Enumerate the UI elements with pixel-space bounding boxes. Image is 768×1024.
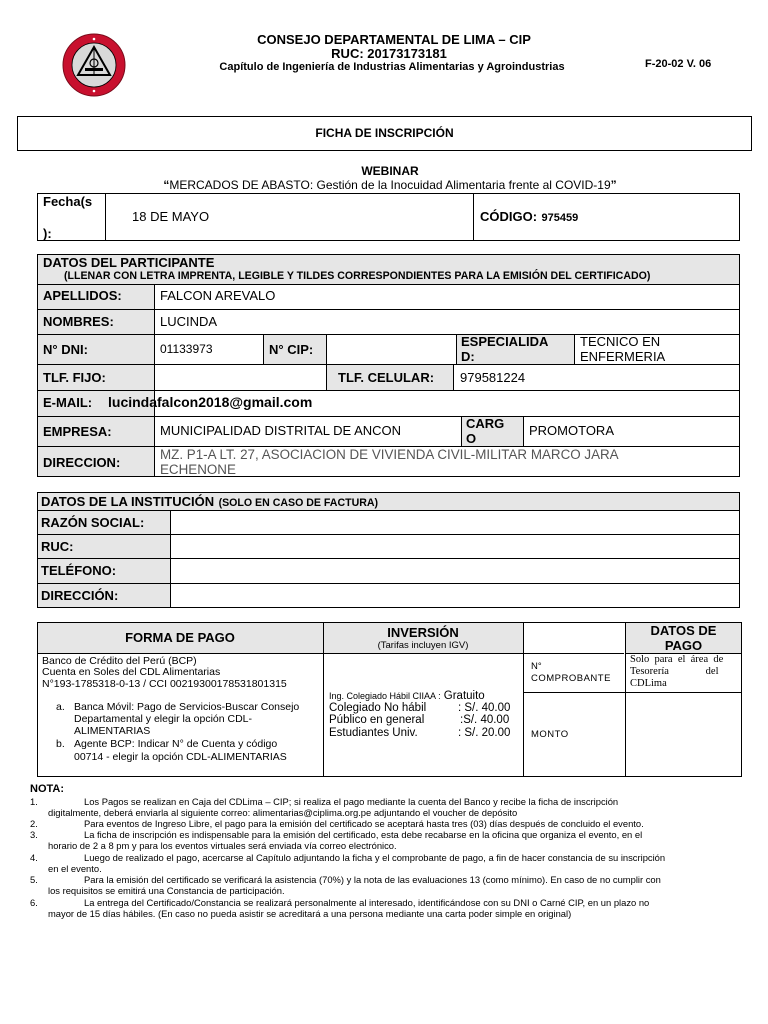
note-number: 4. bbox=[30, 852, 38, 863]
fee-value: :S/. 40.00 bbox=[460, 714, 510, 726]
event-date: 18 DE MAYO bbox=[132, 209, 210, 224]
fee-label: Estudiantes Univ. bbox=[329, 727, 418, 739]
note-text-cont: los requisitos se emitirá una Constancia de participación. bbox=[48, 885, 285, 896]
note-text: Para la emisión del certificado se verificará la asistencia (70%) y la nota de las evaluaciones 13 (como mínimo). En caso de no cumplir con bbox=[84, 874, 661, 885]
page-title: FICHA DE INSCRIPCIÓN bbox=[315, 126, 454, 140]
note-text: Para eventos de Ingreso Libre, el pago para la emisión del certificado se aceptará hasta tres (03) días después de concluido el evento. bbox=[84, 818, 644, 829]
option-b-marker: b. bbox=[56, 738, 65, 750]
dni-label: N° DNI: bbox=[43, 342, 88, 357]
note-number: 1. bbox=[30, 796, 38, 807]
fee-label: Ing. Colegiado Hábil CIIAA : bbox=[329, 691, 441, 701]
code-value: 975459 bbox=[541, 212, 579, 224]
cip-label: N° CIP: bbox=[269, 342, 314, 357]
bank-name: Banco de Crédito del Perú (BCP) bbox=[42, 655, 197, 667]
org-ruc: RUC: 20173173181 bbox=[331, 46, 447, 61]
tesoreria-note-cont: Tesorería del bbox=[630, 666, 719, 677]
open-quote: “ bbox=[163, 178, 170, 192]
option-a-marker: a. bbox=[56, 701, 65, 713]
fee-row bbox=[329, 690, 485, 702]
empresa-value: MUNICIPALIDAD DISTRITAL DE ANCON bbox=[160, 423, 402, 438]
especialidad-value: TECNICO EN bbox=[580, 334, 661, 349]
forma-pago-header: FORMA DE PAGO bbox=[125, 630, 235, 645]
note-text: Luego de realizado el pago, acercarse al Capítulo adjuntando la ficha y el comprobante de pago, a fin de hacer constancia de su inscripción bbox=[84, 852, 666, 863]
code-label: CÓDIGO: bbox=[480, 209, 538, 224]
especialidad-label: ESPECIALIDA bbox=[461, 334, 549, 349]
cci-number: CCI 00219300178531801315 bbox=[148, 678, 287, 690]
option-b-line2: 00714 - elegir la opción CDL-ALIMENTARIAS bbox=[74, 751, 287, 763]
fee-value: Gratuito bbox=[443, 690, 485, 702]
institution-title: DATOS DE LA INSTITUCIÓN bbox=[41, 494, 215, 509]
direccion-value: MZ. P1-A LT. 27, ASOCIACION DE VIVIENDA CIVIL-MILITAR MARCO JARA bbox=[160, 447, 619, 462]
datos-pago-header: DATOS DE bbox=[650, 623, 717, 638]
note-text-cont: mayor de 15 días hábiles. (En caso no pueda asistir se acreditará a una persona mediante una carta poder simple en original) bbox=[48, 908, 572, 919]
participant-section-note: (LLENAR CON LETRA IMPRENTA, LEGIBLE Y TILDES CORRESPONDIENTES PARA LA EMISIÓN DEL CERTIFICADO) bbox=[64, 270, 651, 282]
institution-section-title bbox=[41, 493, 378, 511]
date-label: Fecha(s bbox=[43, 194, 93, 209]
direccion-label: DIRECCION: bbox=[43, 455, 121, 470]
event-type: WEBINAR bbox=[361, 164, 419, 178]
comprobante-label-cont: COMPROBANTE bbox=[531, 673, 611, 684]
especialidad-label-cont: D: bbox=[461, 349, 475, 364]
dni-value: 01133973 bbox=[160, 342, 213, 356]
note-number: 5. bbox=[30, 874, 38, 885]
inversion-header: INVERSIÓN bbox=[387, 625, 459, 640]
cargo-label-cont: O bbox=[466, 431, 477, 446]
direccion-value-cont: ECHENONE bbox=[160, 462, 236, 477]
note-number: 3. bbox=[30, 829, 38, 840]
monto-label: MONTO bbox=[531, 729, 569, 740]
note-number: 6. bbox=[30, 897, 38, 908]
account-number: N°193-1785318-0-13 bbox=[42, 678, 141, 690]
tesoreria-note-end: CDLima bbox=[630, 678, 667, 689]
cargo-value: PROMOTORA bbox=[529, 423, 614, 438]
tlf-celular-label: TLF. CELULAR: bbox=[338, 370, 435, 385]
tlf-celular-value: 979581224 bbox=[460, 370, 526, 385]
close-quote: ” bbox=[610, 178, 617, 192]
bank-account-number: N°193-1785318-0-13 / CCI 00219300178531801315 bbox=[42, 678, 287, 690]
participant-table bbox=[37, 254, 740, 477]
apellidos-label: APELLIDOS: bbox=[43, 288, 122, 303]
org-name: CONSEJO DEPARTAMENTAL DE LIMA – CIP bbox=[257, 32, 531, 47]
fee-value: : S/. 40.00 bbox=[458, 702, 511, 714]
option-b-line1: Agente BCP: Indicar N° de Cuenta y código bbox=[74, 738, 278, 750]
email-label: E-MAIL: bbox=[43, 395, 93, 410]
email-value: lucindafalcon2018@gmail.com bbox=[108, 394, 313, 410]
note-text-cont: en el evento. bbox=[48, 863, 102, 874]
nombres-value: LUCINDA bbox=[160, 314, 218, 329]
institution-direccion-label: DIRECCIÓN: bbox=[41, 588, 119, 603]
note-text: La ficha de inscripción es indispensable para la emisión del certificado, esta debe recabarse en la oficina que organiza el evento, en el bbox=[84, 829, 643, 840]
tlf-fijo-label: TLF. FIJO: bbox=[43, 370, 106, 385]
note-number: 2. bbox=[30, 818, 38, 829]
fee-label: Colegiado No hábil bbox=[329, 702, 427, 714]
razon-social-label: RAZÓN SOCIAL: bbox=[41, 515, 145, 530]
fee-label: Público en general bbox=[329, 714, 425, 726]
telefono-label: TELÉFONO: bbox=[41, 563, 117, 578]
inversion-sub: (Tarifas incluyen IGV) bbox=[377, 640, 469, 651]
participant-section-title: DATOS DEL PARTICIPANTE bbox=[43, 255, 215, 270]
form-code: F-20-02 V. 06 bbox=[645, 58, 712, 70]
event-name-text: MERCADOS DE ABASTO: Gestión de la Inocuidad Alimentaria frente al COVID-19 bbox=[169, 178, 611, 192]
cargo-label: CARG bbox=[466, 416, 505, 431]
comprobante-label: N° bbox=[531, 661, 542, 672]
note-text: La entrega del Certificado/Constancia se realizará personalmente al interesado, identificándose con su DNI o Carné CIP, en un plazo no bbox=[84, 897, 650, 908]
institution-note: (SOLO EN CASO DE FACTURA) bbox=[218, 497, 379, 509]
chapter-name: Capítulo de Ingeniería de Industrias Alimentarias y Agroindustrias bbox=[219, 61, 565, 73]
note-text-cont: horario de 2 a 8 pm y para los eventos virtuales será enviada vía correo electrónico. bbox=[48, 840, 397, 851]
note-text: Los Pagos se realizan en Caja del CDLima – CIP; si realiza el pago mediante la cuenta del Banco y recibe la ficha de inscripción bbox=[84, 796, 619, 807]
option-a-line2: Departamental y elegir la opción CDL- bbox=[74, 713, 253, 725]
option-a-line3: ALIMENTARIAS bbox=[74, 725, 151, 737]
date-label-cont: ): bbox=[43, 226, 52, 241]
fee-value: : S/. 20.00 bbox=[458, 727, 511, 739]
bank-account-desc: Cuenta en Soles del CDL Alimentarias bbox=[42, 666, 221, 678]
option-a-line1: Banca Móvil: Pago de Servicios-Buscar Consejo bbox=[74, 701, 300, 713]
ruc-label: RUC: bbox=[41, 539, 74, 554]
event-code bbox=[480, 208, 578, 226]
note-text-cont: digitalmente, deberá enviarla al siguiente correo: alimentarias@ciplima.org.pe adjuntando el voucher de depósito bbox=[48, 807, 518, 818]
especialidad-value-cont: ENFERMERIA bbox=[580, 349, 666, 364]
notes-title: NOTA: bbox=[30, 783, 65, 795]
tesoreria-note: Solo para el área de bbox=[630, 654, 724, 665]
apellidos-value: FALCON AREVALO bbox=[160, 288, 276, 303]
datos-pago-header-cont: PAGO bbox=[664, 638, 703, 653]
nombres-label: NOMBRES: bbox=[43, 314, 114, 329]
empresa-label: EMPRESA: bbox=[43, 424, 112, 439]
event-name bbox=[6, 178, 768, 192]
